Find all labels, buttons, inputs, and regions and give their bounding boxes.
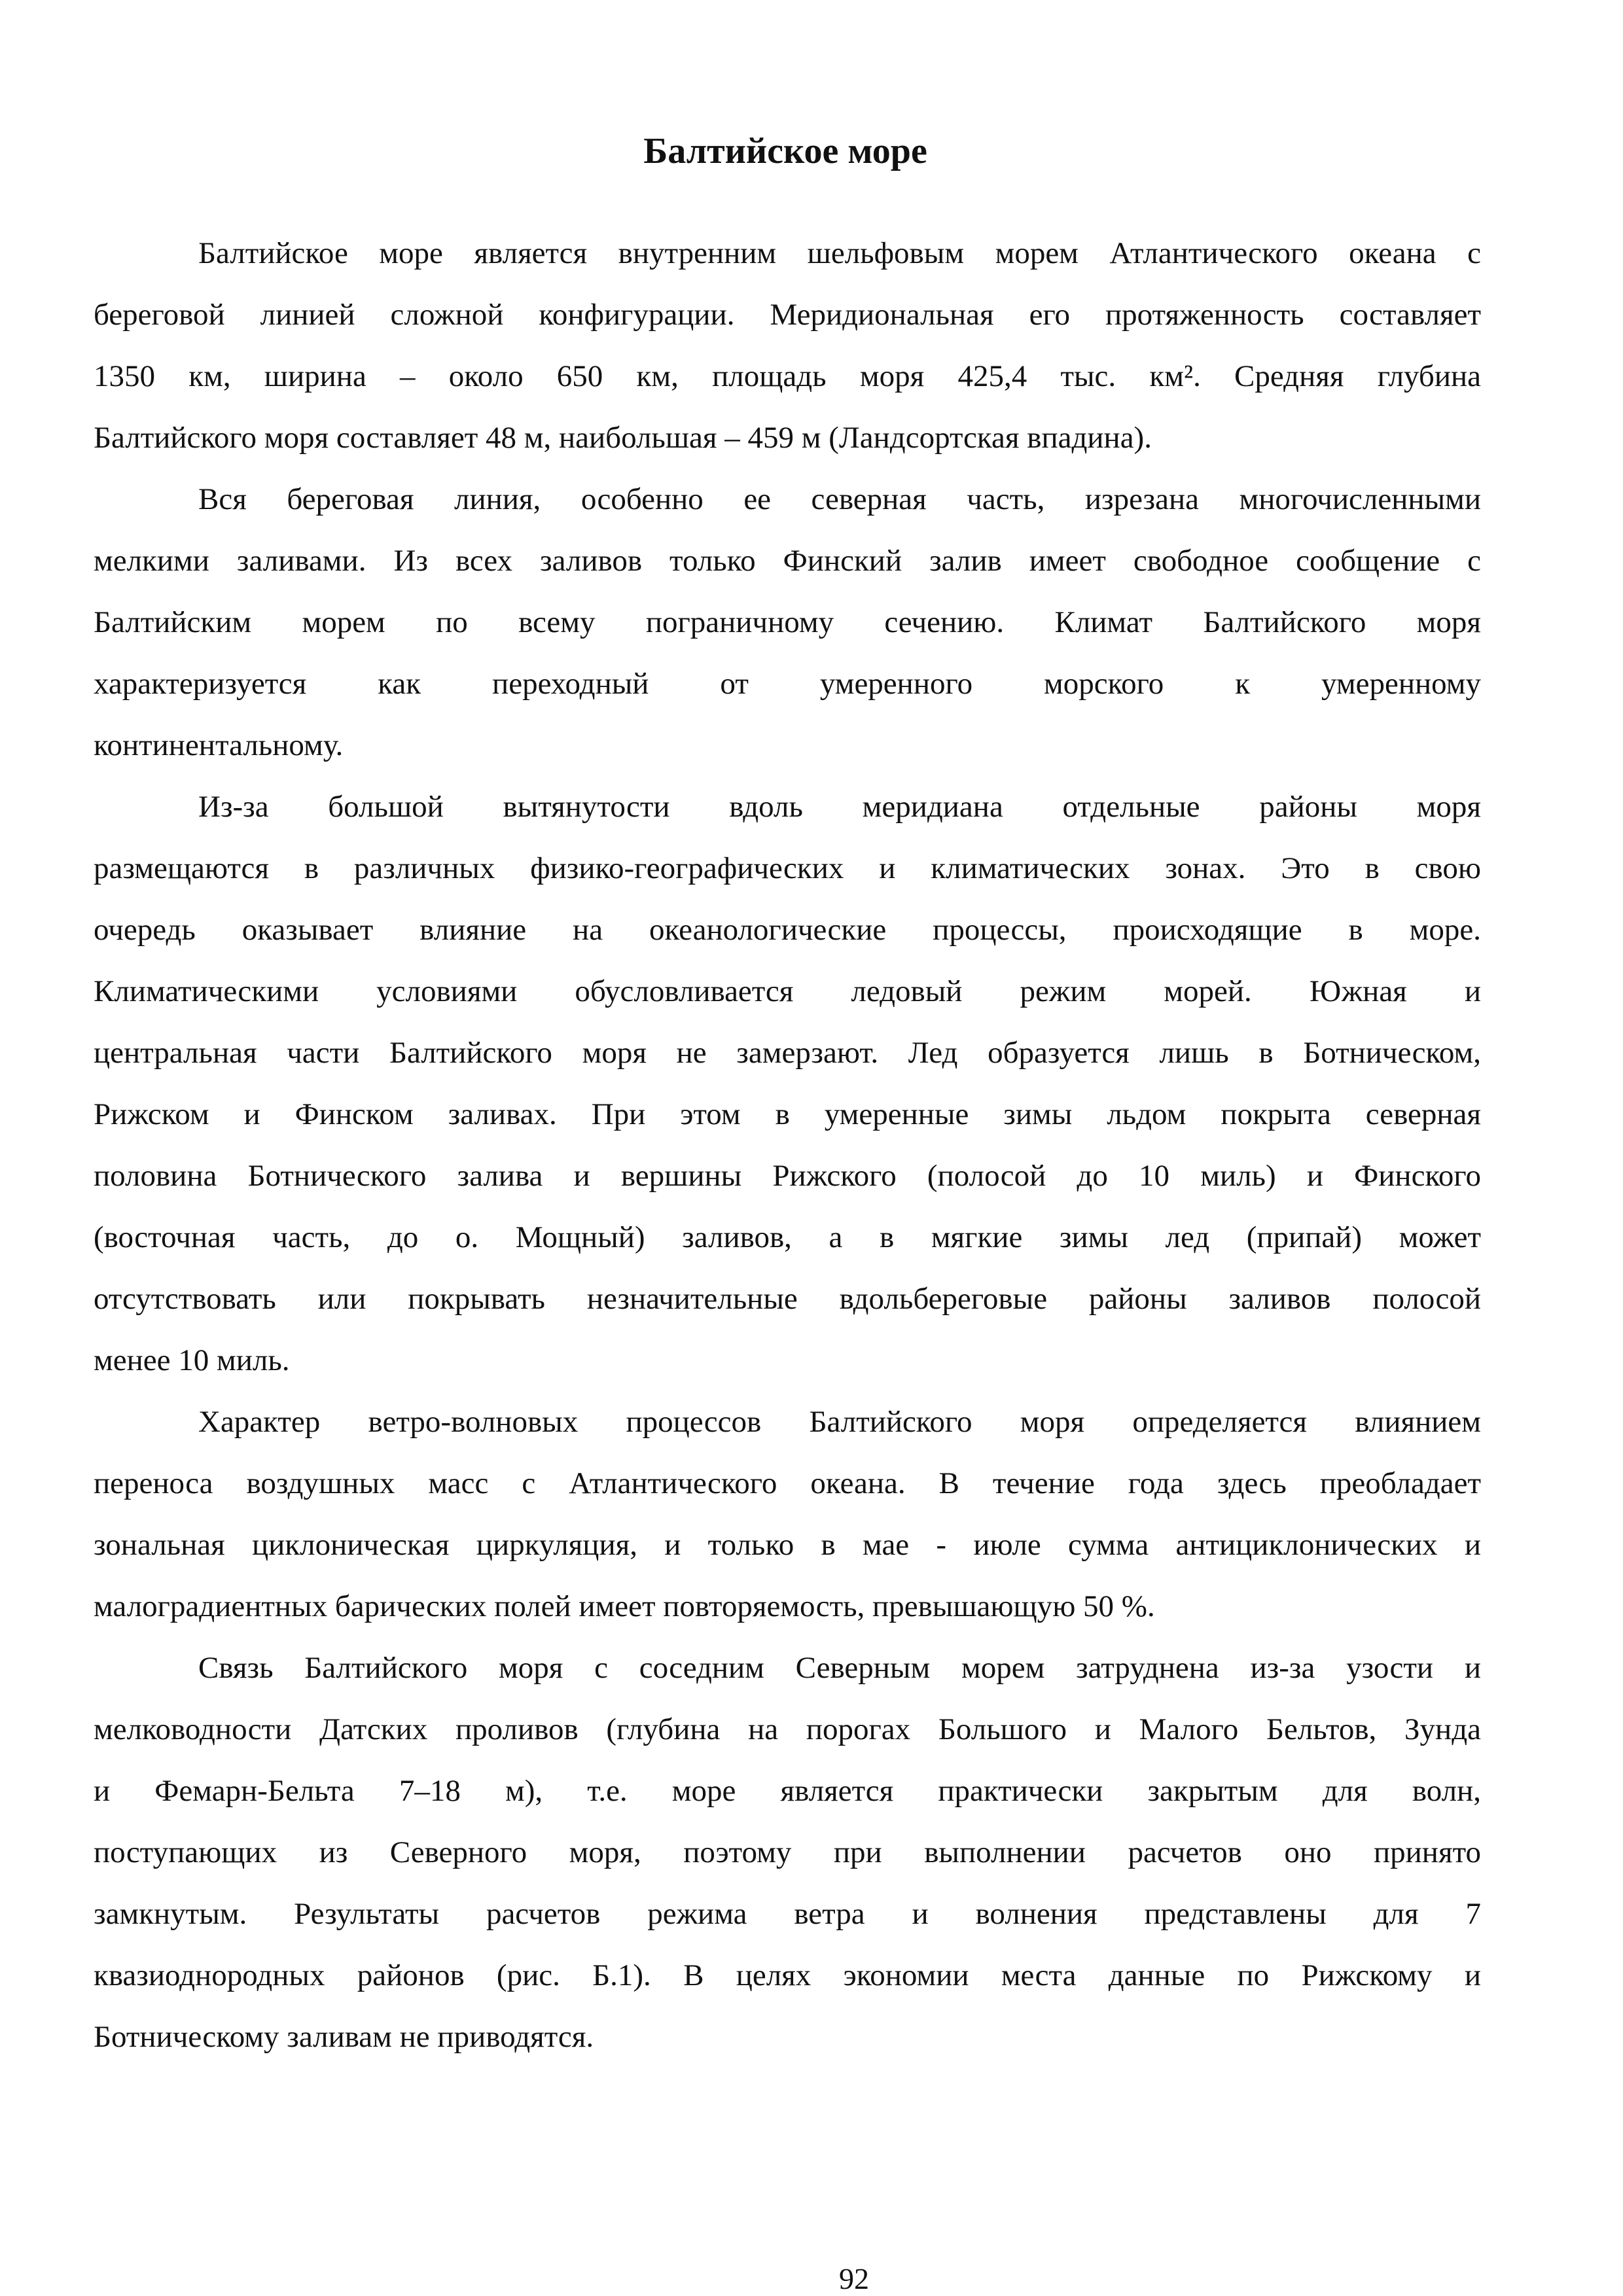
text-line: и Фемарн-Бельта 7–18 м), т.е. море является практически закрытым для волн,	[94, 1774, 1481, 1808]
text-line: замкнутым. Результаты расчетов режима ветра и волнения представлены для 7	[94, 1897, 1481, 1931]
text-line: береговой линией сложной конфигурации. Меридиональная его протяженность составляет	[94, 298, 1481, 332]
text-line: переноса воздушных масс с Атлантического океана. В течение года здесь преобладает	[94, 1466, 1481, 1500]
text-line: малоградиентных барических полей имеет повторяемость, превышающую 50 %.	[94, 1589, 1155, 1623]
text-line: квазиоднородных районов (рис. Б.1). В целях экономии места данные по Рижскому и	[94, 1958, 1481, 1992]
paragraph	[94, 1391, 1481, 1637]
text-line: Балтийского моря составляет 48 м, наибольшая – 459 м (Ландсортская впадина).	[94, 421, 1152, 455]
text-line: Ботническому заливам не приводятся.	[94, 2020, 594, 2054]
paragraph	[94, 776, 1481, 1391]
text-line: Балтийское море является внутренним шельфовым морем Атлантического океана с	[198, 236, 1481, 270]
text-line: характеризуется как переходный от умеренного морского к умеренному	[94, 667, 1481, 701]
text-line: менее 10 миль.	[94, 1343, 290, 1377]
paragraph	[94, 1637, 1481, 2068]
text-line: отсутствовать или покрывать незначительные вдольбереговые районы заливов полосой	[94, 1282, 1481, 1316]
document-body	[94, 222, 1481, 2068]
text-line: Вся береговая линия, особенно ее северная часть, изрезана многочисленными	[198, 482, 1481, 516]
text-line: Балтийским морем по всему пограничному сечению. Климат Балтийского моря	[94, 605, 1481, 639]
page-title: Балтийское море	[643, 131, 927, 171]
text-line: размещаются в различных физико-географических и климатических зонах. Это в свою	[94, 851, 1481, 885]
text-line: очередь оказывает влияние на океанологические процессы, происходящие в море.	[94, 913, 1481, 947]
text-line: Связь Балтийского моря с соседним Северным морем затруднена из-за узости и	[198, 1651, 1481, 1685]
text-line: Климатическими условиями обусловливается ледовый режим морей. Южная и	[94, 974, 1481, 1008]
text-line: мелководности Датских проливов (глубина на порогах Большого и Малого Бельтов, Зунда	[94, 1712, 1481, 1746]
text-line: поступающих из Северного моря, поэтому при выполнении расчетов оно принято	[94, 1835, 1481, 1869]
text-line: половина Ботнического залива и вершины Рижского (полосой до 10 миль) и Финского	[94, 1159, 1481, 1193]
text-line: Из-за большой вытянутости вдоль меридиана отдельные районы моря	[198, 790, 1481, 824]
text-line: Характер ветро-волновых процессов Балтийского моря определяется влиянием	[198, 1405, 1481, 1439]
text-line: 1350 км, ширина – около 650 км, площадь моря 425,4 тыс. км². Средняя глубина	[94, 359, 1481, 393]
text-line: континентальному.	[94, 728, 344, 762]
text-line: Рижском и Финском заливах. При этом в умеренные зимы льдом покрыта северная	[94, 1097, 1481, 1131]
text-line: (восточная часть, до о. Мощный) заливов, а в мягкие зимы лед (припай) может	[94, 1220, 1481, 1254]
text-line: мелкими заливами. Из всех заливов только Финский залив имеет свободное сообщение с	[94, 544, 1481, 578]
text-line: центральная части Балтийского моря не замерзают. Лед образуется лишь в Ботническом,	[94, 1036, 1481, 1070]
page-number: 92	[839, 2262, 869, 2295]
text-line: зональная циклоническая циркуляция, и только в мае - июле сумма антициклонических и	[94, 1528, 1481, 1562]
paragraph	[94, 468, 1481, 776]
paragraph	[94, 222, 1481, 468]
